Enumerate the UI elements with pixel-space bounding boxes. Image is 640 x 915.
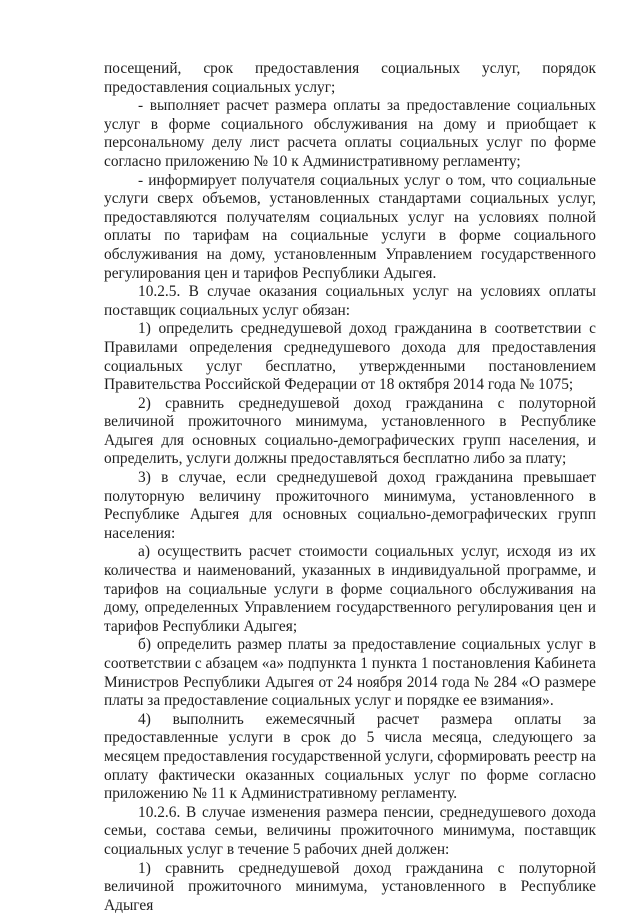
paragraph-item-a-cost: а) осуществить расчет стоимости социальных услуг, исходя из их количества и наименований, указанных в индивидуальной программе, и тарифов на социальные услуги в форме социального обслуживания на дому, определенных Управлением государственного регулирования цен и тарифов Республики Адыгея; — [104, 543, 596, 635]
paragraph-item-1-compare-again: 1) сравнить среднедушевой доход гражданина с полуторной величиной прожиточного минимума, установленного в Республике Адыгея — [104, 859, 596, 914]
paragraph-inform-recipient: - информирует получателя социальных услуг о том, что социальные услуги сверх объемов, установленных стандартами социальных услуг, предоставляются получателям социальных услуг на условиях полной оплаты по тарифам на социальные услуги в форме социального обслуживания на дому, установленным Управлением государственного регулирования цен и тарифов Республики Адыгея. — [104, 171, 596, 282]
paragraph-item-1-income: 1) определить среднедушевой доход гражданина в соответствии с Правилами определения среднедушевого дохода для предоставления социальных услуг бесплатно, утвержденными постановлением Правительства Российской Федерации от 18 октября 2014 года № 1075; — [104, 320, 596, 394]
paragraph-continuation: посещений, срок предоставления социальных услуг, порядок предоставления социальных услуг; — [104, 60, 596, 96]
paragraph-10-2-6: 10.2.6. В случае изменения размера пенсии, среднедушевого дохода семьи, состава семьи, величины прожиточного минимума, поставщик социальных услуг в течение 5 рабочих дней должен: — [104, 803, 596, 858]
paragraph-item-3-exceeds: 3) в случае, если среднедушевой доход гражданина превышает полуторную величину прожиточного минимума, установленного в Республике Адыгея для основных социально-демографических групп населения: — [104, 469, 596, 542]
paragraph-10-2-5: 10.2.5. В случае оказания социальных услуг на условиях оплаты поставщик социальных услуг обязан: — [104, 283, 596, 319]
document-page — [104, 60, 596, 915]
paragraph-item-2-compare: 2) сравнить среднедушевой доход гражданина с полуторной величиной прожиточного минимума, установленного в Республике Адыгея для основных социально-демографических групп населения, и определить, услуги должны предоставляться бесплатно либо за плату; — [104, 394, 596, 468]
paragraph-item-b-fee: б) определить размер платы за предоставление социальных услуг в соответствии с абзацем «а» подпункта 1 пункта 1 постановления Кабинета Министров Республики Адыгея от 24 ноября 2014 года № 284 «О размере платы за предоставление социальных услуг и порядке ее взимания». — [104, 636, 596, 710]
paragraph-item-4-monthly: 4) выполнить ежемесячный расчет размера оплаты за предоставленные услуги в срок до 5 числа месяца, следующего за месяцем предоставления государственной услуги, сформировать реестр на оплату фактически оказанных социальных услуг по форме согласно приложению № 11 к Административному регламенту. — [104, 710, 596, 803]
paragraph-payment-calculation: - выполняет расчет размера оплаты за предоставление социальных услуг в форме социального обслуживания на дому и приобщает к персональному делу лист расчета оплаты социальных услуг по форме согласно приложению № 10 к Административному регламенту; — [104, 97, 596, 170]
